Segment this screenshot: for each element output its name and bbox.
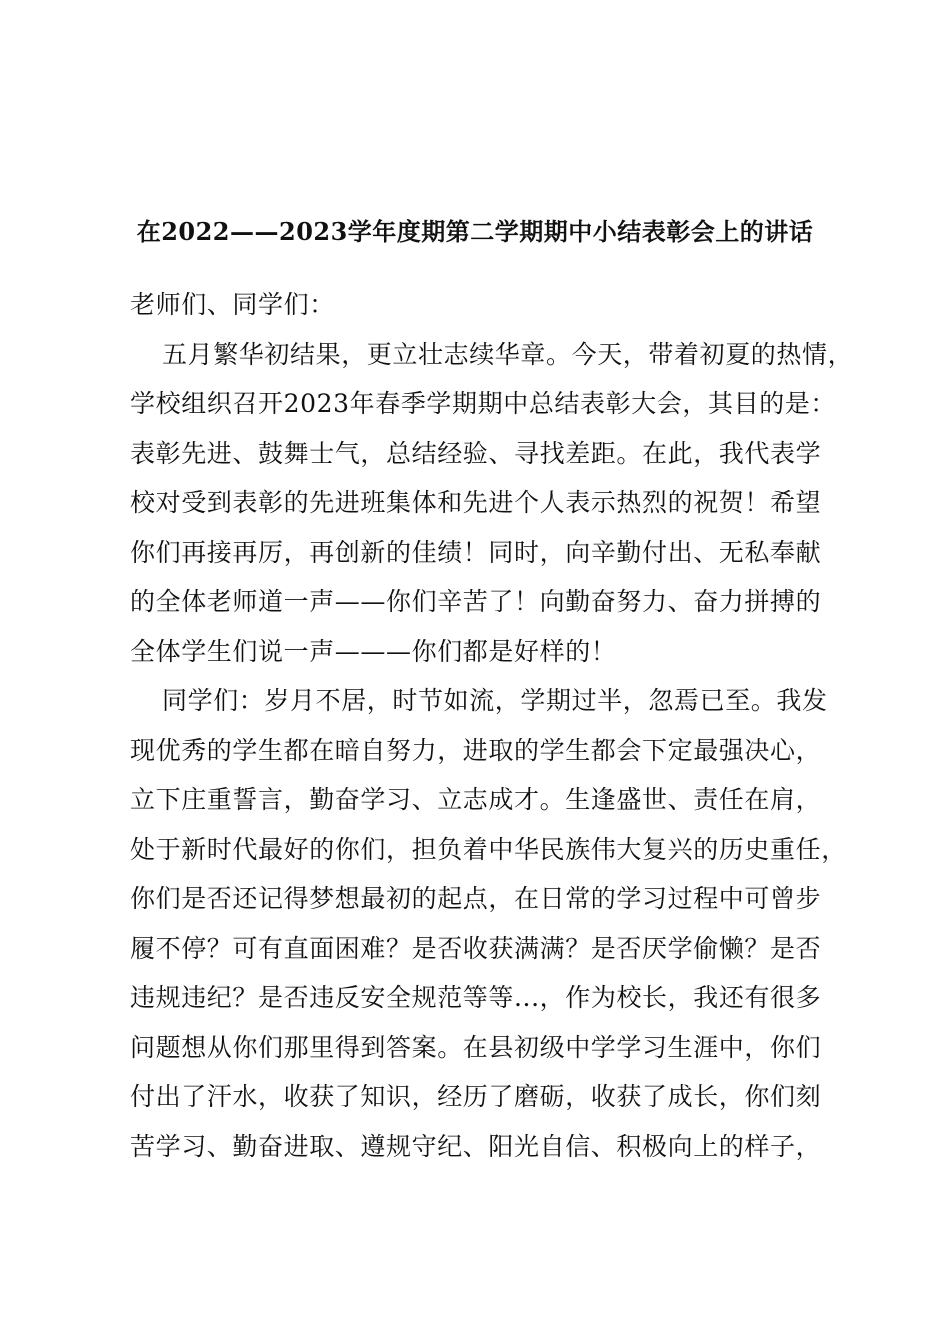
text-line: 你们是否还记得梦想最初的起点，在日常的学习过程中可曾步 (130, 884, 822, 913)
text-line: 履不停？可有直面困难？是否收获满满？是否厌学偷懒？是否 (130, 933, 822, 963)
greeting-line: 老师们、同学们： (130, 290, 335, 319)
text-line: 违规违纪？是否违反安全规范等等...，作为校长，我还有很多 (130, 983, 822, 1012)
text-line: 表彰先进、鼓舞士气，总结经验、寻找差距。在此，我代表学 (130, 438, 822, 468)
text-line: 校对受到表彰的先进班集体和先进个人表示热烈的祝贺！希望 (130, 488, 822, 517)
text-line: 问题想从你们那里得到答案。在县初级中学学习生涯中，你们 (130, 1032, 822, 1062)
text-line: 处于新时代最好的你们，担负着中华民族伟大复兴的历史重任， (130, 834, 847, 864)
text-line: 你们再接再厉，再创新的佳绩！同时，向辛勤付出、无私奉献 (130, 537, 822, 567)
text-line: 现优秀的学生都在暗自努力，进取的学生都会下定最强决心， (130, 735, 822, 765)
text-line: 全体学生们说一声———你们都是好样的！ (130, 636, 617, 666)
text-line: 的全体老师道一声——你们辛苦了！向勤奋努力、奋力拼搏的 (130, 587, 822, 616)
text-line: 学校组织召开2023年春季学期期中总结表彰大会，其目的是： (130, 389, 837, 418)
text-line: 五月繁华初结果，更立壮志续华章。今天，带着初夏的热情， (162, 339, 854, 369)
document-body (130, 280, 854, 1171)
text-line: 同学们：岁月不居，时节如流，学期过半，忽焉已至。我发 (162, 686, 828, 715)
text-line: 立下庄重誓言，勤奋学习、立志成才。生逢盛世、责任在肩， (130, 785, 822, 814)
speech-lines (130, 330, 854, 1172)
document-title: 在2022——2023学年度期第二学期期中小结表彰会上的讲话 (136, 217, 814, 246)
text-line: 苦学习、勤奋进取、遵规守纪、阳光自信、积极向上的样子， (130, 1131, 822, 1161)
text-line: 付出了汗水，收获了知识，经历了磨砺，收获了成长，你们刻 (130, 1082, 822, 1111)
